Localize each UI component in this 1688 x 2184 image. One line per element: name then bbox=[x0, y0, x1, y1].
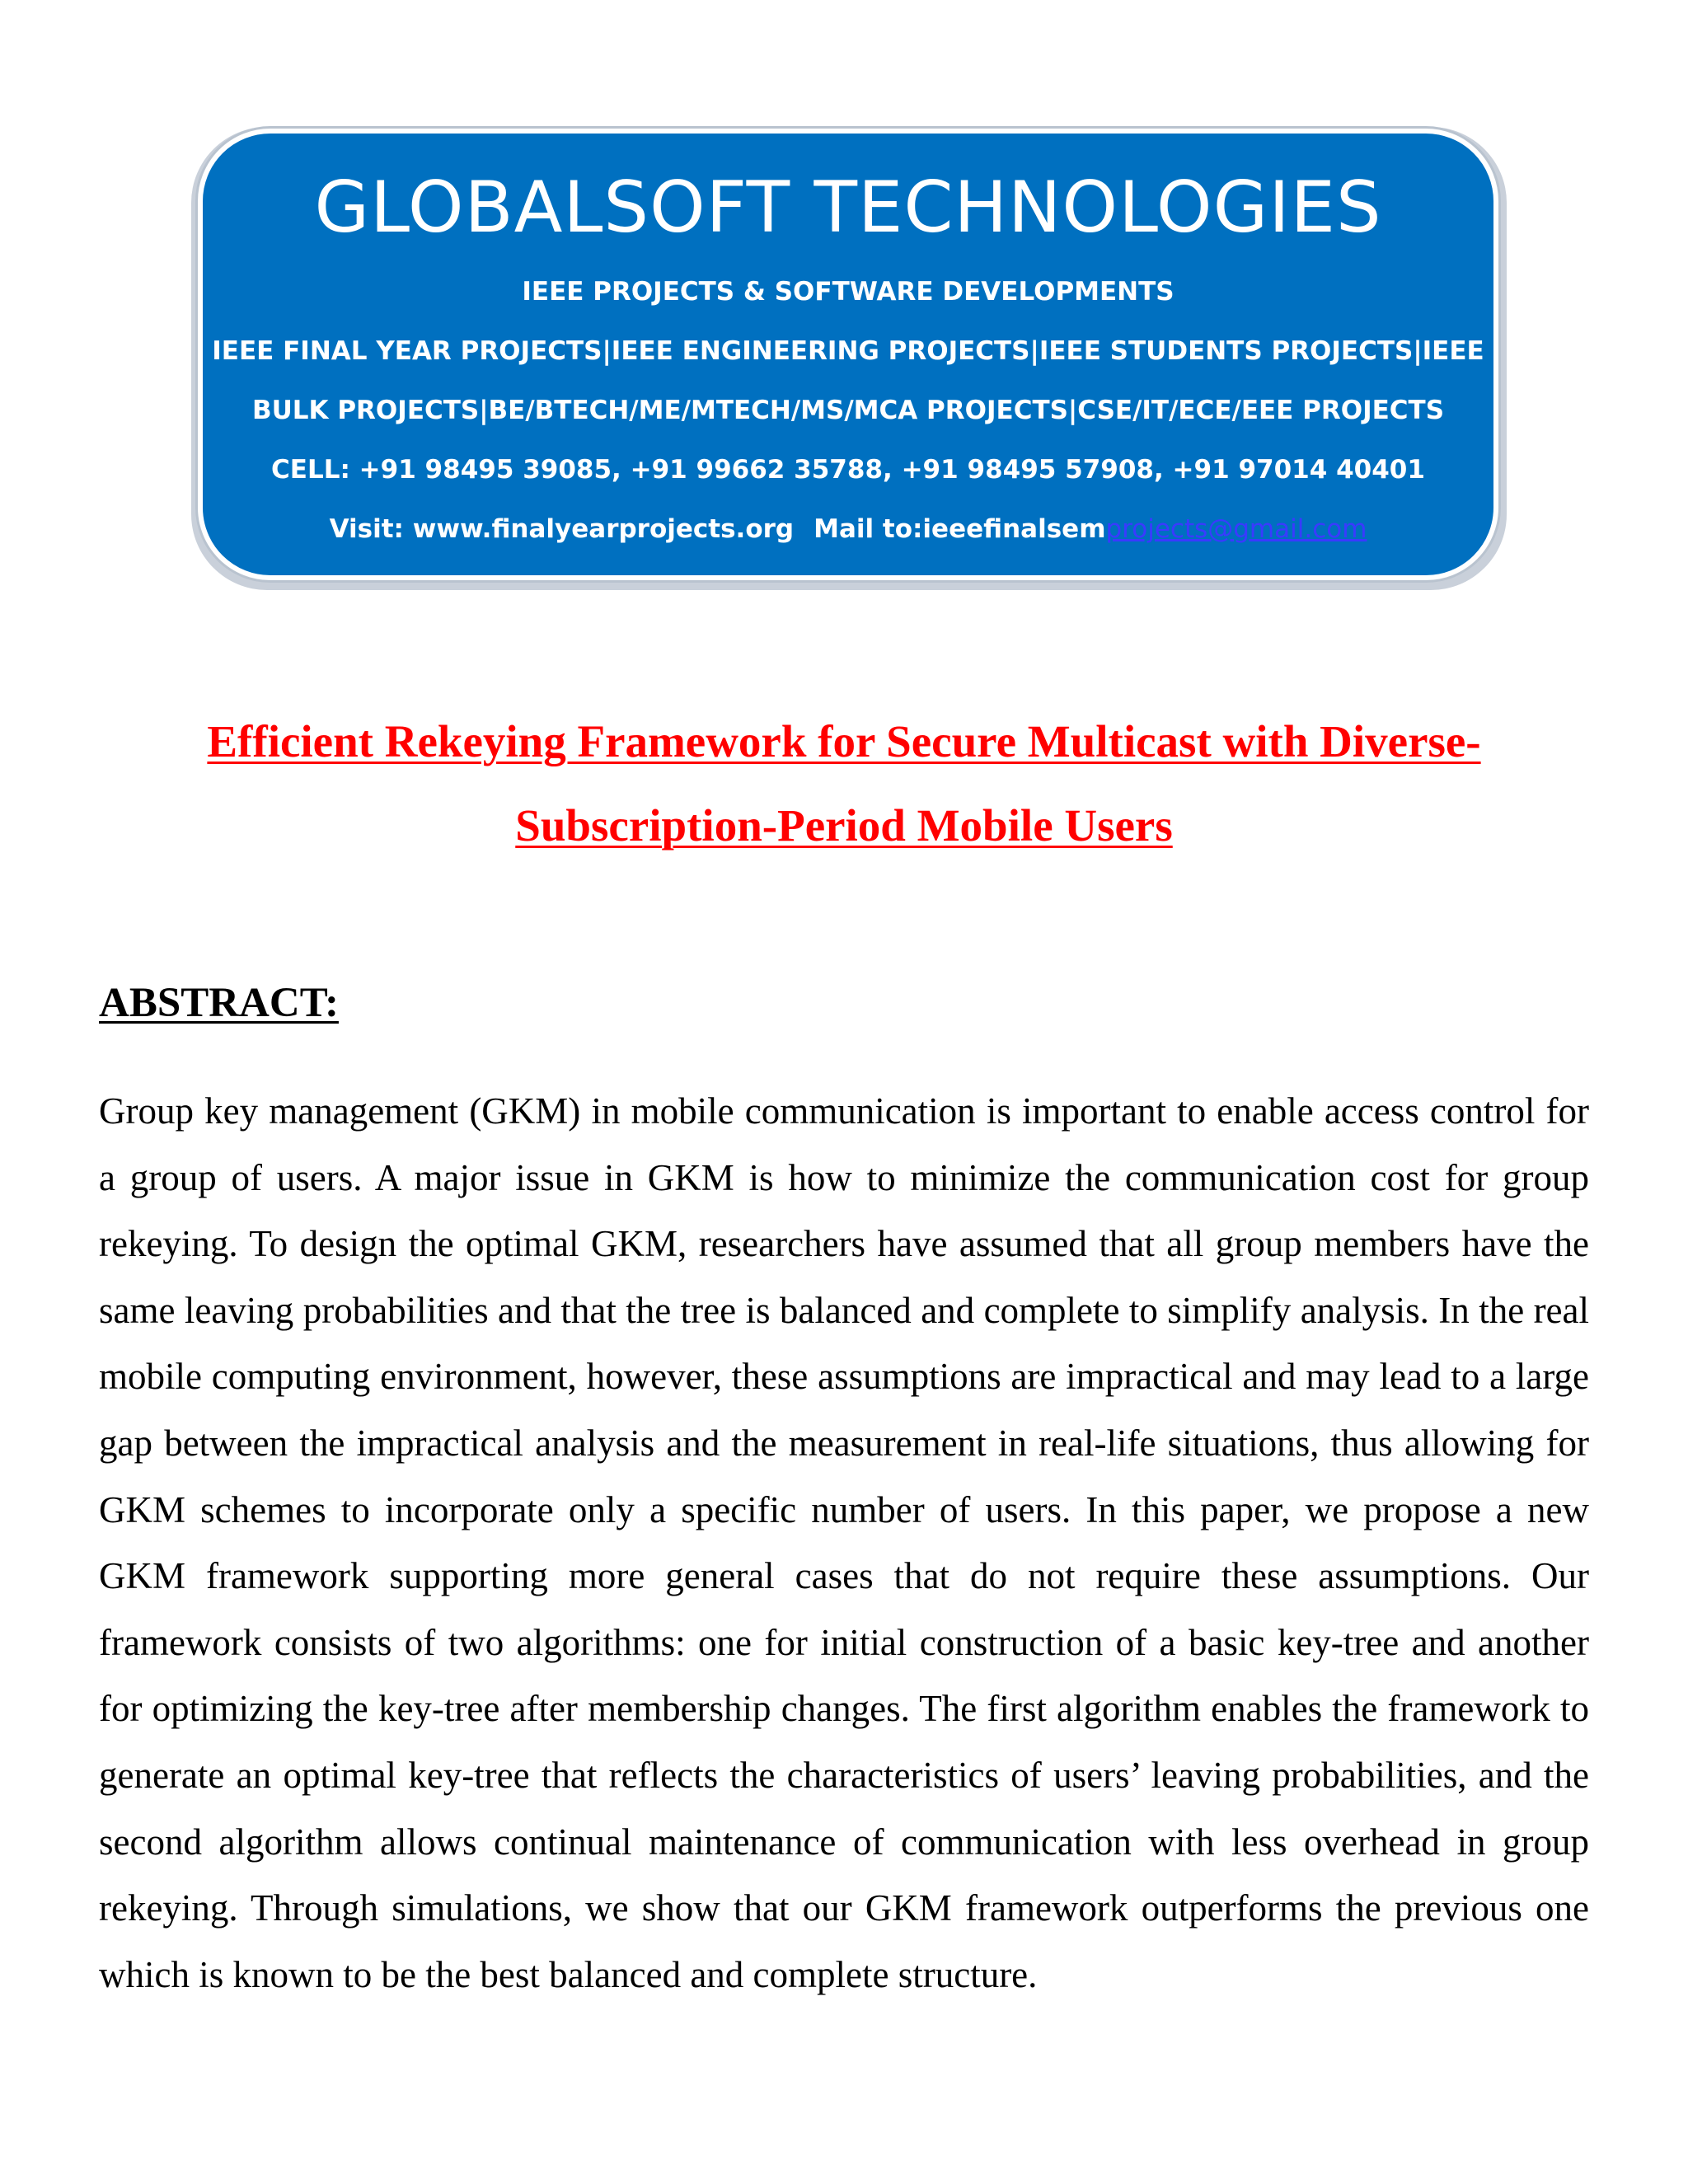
mail-to-text: Mail to:ieeefinalsem bbox=[814, 514, 1106, 544]
company-banner bbox=[198, 129, 1498, 580]
email-link[interactable]: projects@gmail.com bbox=[1105, 514, 1367, 544]
abstract-text: Group key management (GKM) in mobile communication is important to enable access control for a group of users. A major issue in GKM is how to minimize the communication cost for group rekeying. To design the optimal GKM, researchers have assumed that all group members have the same leaving probabilities and that the tree is balanced and complete to simplify analysis. In the real mobile computing environment, however, these assumptions are impractical and may lead to a large gap between the impractical analysis and the measurement in real-life situations, thus allowing for GKM schemes to incorporate only a specific number of users. In this paper, we propose a new GKM framework supporting more general cases that do not require these assumptions. Our framework consists of two algorithms: one for initial construction of a basic key-tree and another for optimizing the key-tree after membership changes. The first algorithm enables the framework to generate an optimal key-tree that reflects the characteristics of users’ leaving probabilities, and the second algorithm allows continual maintenance of communication with less overhead in group rekeying. Through simulations, we show that our GKM framework outperforms the previous one which is known to be the best balanced and complete structure. bbox=[99, 1090, 1589, 1995]
visit-website-text: Visit: www.finalyearprojects.org bbox=[329, 514, 795, 544]
company-name: GLOBALSOFT TECHNOLOGIES bbox=[314, 166, 1382, 249]
banner-projects-line-2: BULK PROJECTS|BE/BTECH/ME/MTECH/MS/MCA PROJECTS|CSE/IT/ECE/EEE PROJECTS bbox=[251, 396, 1445, 425]
abstract-heading: ABSTRACT: bbox=[99, 980, 339, 1026]
banner-phone-numbers: CELL: +91 98495 39085, +91 99662 35788, +91 98495 57908, +91 97014 40401 bbox=[271, 455, 1425, 485]
banner-tagline: IEEE PROJECTS & SOFTWARE DEVELOPMENTS bbox=[522, 277, 1175, 307]
banner-contact-line bbox=[203, 513, 1493, 546]
document-title-line-1: Efficient Rekeying Framework for Secure Multicast with Diverse- bbox=[207, 716, 1481, 766]
banner-projects-line-1: IEEE FINAL YEAR PROJECTS|IEEE ENGINEERING PROJECTS|IEEE STUDENTS PROJECTS|IEEE bbox=[212, 336, 1484, 366]
document-title-line-2: Subscription-Period Mobile Users bbox=[515, 800, 1173, 851]
